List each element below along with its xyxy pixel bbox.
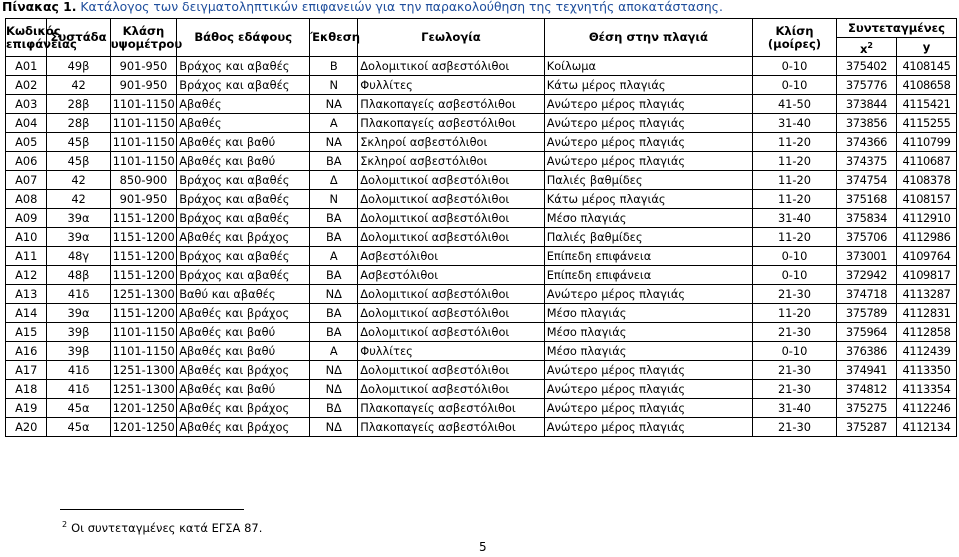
cell-cluster: 39α bbox=[47, 304, 110, 323]
cell-geology: Πλακοπαγείς ασβεστόλιθοι bbox=[358, 95, 544, 114]
cell-code: A12 bbox=[6, 266, 47, 285]
cell-code: A08 bbox=[6, 190, 47, 209]
cell-slope: 0-10 bbox=[753, 266, 837, 285]
cell-slope-position: Ανώτερο μέρος πλαγιάς bbox=[544, 114, 752, 133]
cell-code: A10 bbox=[6, 228, 47, 247]
cell-exposure: Α bbox=[310, 342, 358, 361]
cell-slope: 0-10 bbox=[753, 76, 837, 95]
cell-y: 4115421 bbox=[896, 95, 956, 114]
header-slope: Κλίση (μοίρες) bbox=[753, 19, 837, 57]
cell-altitude: 1201-1250 bbox=[110, 418, 177, 437]
cell-exposure: Β bbox=[310, 57, 358, 76]
cell-cluster: 48γ bbox=[47, 247, 110, 266]
cell-slope: 21-30 bbox=[753, 285, 837, 304]
cell-geology: Δολομιτικοί ασβεστόλιθοι bbox=[358, 304, 544, 323]
cell-x: 373856 bbox=[836, 114, 896, 133]
cell-slope-position: Μέσο πλαγιάς bbox=[544, 304, 752, 323]
cell-y: 4113354 bbox=[896, 380, 956, 399]
cell-code: A19 bbox=[6, 399, 47, 418]
table-row bbox=[6, 266, 957, 285]
cell-cluster: 45α bbox=[47, 418, 110, 437]
table-row bbox=[6, 171, 957, 190]
cell-cluster: 39α bbox=[47, 209, 110, 228]
cell-geology: Δολομιτικοί ασβεστόλιθοι bbox=[358, 190, 544, 209]
cell-exposure: Α bbox=[310, 247, 358, 266]
cell-cluster: 28β bbox=[47, 95, 110, 114]
table-row bbox=[6, 418, 957, 437]
header-cluster: Συστάδα bbox=[47, 19, 110, 57]
cell-geology: Δολομιτικοί ασβεστόλιθοι bbox=[358, 380, 544, 399]
cell-y: 4112910 bbox=[896, 209, 956, 228]
cell-x: 374718 bbox=[836, 285, 896, 304]
cell-altitude: 1151-1200 bbox=[110, 266, 177, 285]
cell-x: 374812 bbox=[836, 380, 896, 399]
cell-slope: 11-20 bbox=[753, 228, 837, 247]
cell-geology: Δολομιτικοί ασβεστόλιθοι bbox=[358, 361, 544, 380]
table-row bbox=[6, 247, 957, 266]
cell-altitude: 1251-1300 bbox=[110, 361, 177, 380]
cell-y: 4112831 bbox=[896, 304, 956, 323]
table-row bbox=[6, 152, 957, 171]
cell-exposure: Ν bbox=[310, 190, 358, 209]
table-row bbox=[6, 190, 957, 209]
cell-soil-depth: Αβαθές και βαθύ bbox=[177, 380, 310, 399]
cell-altitude: 1251-1300 bbox=[110, 380, 177, 399]
cell-altitude: 1151-1200 bbox=[110, 247, 177, 266]
footnote-text: Οι συντεταγμένες κατά ΕΓΣΑ 87. bbox=[71, 521, 263, 535]
header-coordinates: Συντεταγμένες bbox=[836, 19, 956, 38]
footnote bbox=[62, 520, 262, 535]
cell-exposure: ΝΔ bbox=[310, 380, 358, 399]
cell-x: 372942 bbox=[836, 266, 896, 285]
cell-slope-position: Παλιές βαθμίδες bbox=[544, 171, 752, 190]
cell-soil-depth: Αβαθές bbox=[177, 95, 310, 114]
cell-altitude: 1201-1250 bbox=[110, 399, 177, 418]
cell-code: A01 bbox=[6, 57, 47, 76]
cell-cluster: 42 bbox=[47, 171, 110, 190]
cell-altitude: 1251-1300 bbox=[110, 285, 177, 304]
table-row bbox=[6, 114, 957, 133]
cell-cluster: 48β bbox=[47, 266, 110, 285]
cell-slope-position: Μέσο πλαγιάς bbox=[544, 209, 752, 228]
cell-x: 375964 bbox=[836, 323, 896, 342]
cell-altitude: 901-950 bbox=[110, 76, 177, 95]
table-row bbox=[6, 361, 957, 380]
header-exposure: Έκθεση bbox=[310, 19, 358, 57]
cell-x: 374941 bbox=[836, 361, 896, 380]
table-row bbox=[6, 285, 957, 304]
cell-soil-depth: Αβαθές και βαθύ bbox=[177, 133, 310, 152]
cell-cluster: 41δ bbox=[47, 380, 110, 399]
cell-y: 4113350 bbox=[896, 361, 956, 380]
cell-code: A03 bbox=[6, 95, 47, 114]
cell-code: A06 bbox=[6, 152, 47, 171]
cell-slope-position: Μέσο πλαγιάς bbox=[544, 323, 752, 342]
cell-geology: Δολομιτικοί ασβεστόλιθοι bbox=[358, 285, 544, 304]
cell-soil-depth: Αβαθές και βράχος bbox=[177, 304, 310, 323]
cell-y: 4115255 bbox=[896, 114, 956, 133]
cell-x: 374366 bbox=[836, 133, 896, 152]
cell-slope-position: Κάτω μέρος πλαγιάς bbox=[544, 190, 752, 209]
cell-slope-position: Ανώτερο μέρος πλαγιάς bbox=[544, 95, 752, 114]
header-code: Κωδικός επιφάνειας bbox=[6, 19, 47, 57]
cell-geology: Σκληροί ασβεστόλιθοι bbox=[358, 133, 544, 152]
header-x bbox=[836, 38, 896, 57]
cell-slope-position: Ανώτερο μέρος πλαγιάς bbox=[544, 285, 752, 304]
cell-y: 4113287 bbox=[896, 285, 956, 304]
cell-code: A16 bbox=[6, 342, 47, 361]
table-row bbox=[6, 209, 957, 228]
table-row bbox=[6, 133, 957, 152]
cell-code: A18 bbox=[6, 380, 47, 399]
table-row bbox=[6, 380, 957, 399]
cell-slope: 21-30 bbox=[753, 323, 837, 342]
cell-geology: Δολομιτικοί ασβεστόλιθοι bbox=[358, 57, 544, 76]
cell-cluster: 41δ bbox=[47, 361, 110, 380]
cell-slope-position: Ανώτερο μέρος πλαγιάς bbox=[544, 399, 752, 418]
caption-label: Πίνακας 1. bbox=[2, 0, 77, 14]
cell-altitude: 901-950 bbox=[110, 190, 177, 209]
cell-soil-depth: Βαθύ και αβαθές bbox=[177, 285, 310, 304]
cell-geology: Δολομιτικοί ασβεστόλιθοι bbox=[358, 323, 544, 342]
table-row bbox=[6, 323, 957, 342]
cell-altitude: 1151-1200 bbox=[110, 228, 177, 247]
caption-text: Κατάλογος των δειγματοληπτικών επιφανειών για την παρακολούθηση της τεχνητής αποκατάστασης. bbox=[80, 0, 723, 14]
cell-exposure: ΝΔ bbox=[310, 418, 358, 437]
cell-soil-depth: Βράχος και αβαθές bbox=[177, 209, 310, 228]
cell-slope: 41-50 bbox=[753, 95, 837, 114]
header-slope-position: Θέση στην πλαγιά bbox=[544, 19, 752, 57]
cell-slope-position: Ανώτερο μέρος πλαγιάς bbox=[544, 361, 752, 380]
cell-geology: Πλακοπαγείς ασβεστόλιθοι bbox=[358, 114, 544, 133]
cell-altitude: 1101-1150 bbox=[110, 133, 177, 152]
cell-soil-depth: Αβαθές και βράχος bbox=[177, 399, 310, 418]
cell-x: 374754 bbox=[836, 171, 896, 190]
cell-slope: 11-20 bbox=[753, 171, 837, 190]
header-y: y bbox=[896, 38, 956, 57]
cell-slope-position: Επίπεδη επιφάνεια bbox=[544, 247, 752, 266]
cell-x: 375834 bbox=[836, 209, 896, 228]
cell-cluster: 45β bbox=[47, 152, 110, 171]
header-x-label: x bbox=[859, 41, 868, 56]
table-caption bbox=[2, 0, 723, 14]
cell-geology: Πλακοπαγείς ασβεστόλιθοι bbox=[358, 399, 544, 418]
cell-slope-position: Ανώτερο μέρος πλαγιάς bbox=[544, 133, 752, 152]
cell-code: A15 bbox=[6, 323, 47, 342]
cell-y: 4109817 bbox=[896, 266, 956, 285]
cell-code: A13 bbox=[6, 285, 47, 304]
cell-code: A04 bbox=[6, 114, 47, 133]
cell-code: A02 bbox=[6, 76, 47, 95]
table-row bbox=[6, 76, 957, 95]
table-row bbox=[6, 95, 957, 114]
cell-altitude: 1101-1150 bbox=[110, 323, 177, 342]
cell-geology: Δολομιτικοί ασβεστόλιθοι bbox=[358, 171, 544, 190]
cell-cluster: 39β bbox=[47, 342, 110, 361]
cell-geology: Ασβεστόλιθοι bbox=[358, 247, 544, 266]
header-geology: Γεωλογία bbox=[358, 19, 544, 57]
cell-exposure: ΒΑ bbox=[310, 209, 358, 228]
cell-code: A05 bbox=[6, 133, 47, 152]
cell-exposure: ΝΑ bbox=[310, 133, 358, 152]
header-altitude: Κλάση υψομέτρου bbox=[110, 19, 177, 57]
cell-slope: 11-20 bbox=[753, 190, 837, 209]
cell-exposure: ΝΑ bbox=[310, 95, 358, 114]
cell-exposure: Δ bbox=[310, 171, 358, 190]
cell-altitude: 1151-1200 bbox=[110, 304, 177, 323]
cell-altitude: 850-900 bbox=[110, 171, 177, 190]
cell-y: 4109764 bbox=[896, 247, 956, 266]
cell-exposure: ΒΑ bbox=[310, 152, 358, 171]
cell-soil-depth: Αβαθές και βαθύ bbox=[177, 342, 310, 361]
cell-x: 373844 bbox=[836, 95, 896, 114]
cell-y: 4108378 bbox=[896, 171, 956, 190]
cell-cluster: 39α bbox=[47, 228, 110, 247]
cell-soil-depth: Αβαθές και βράχος bbox=[177, 361, 310, 380]
cell-x: 376386 bbox=[836, 342, 896, 361]
cell-y: 4112439 bbox=[896, 342, 956, 361]
footnote-marker: 2 bbox=[62, 520, 68, 529]
cell-exposure: ΝΔ bbox=[310, 361, 358, 380]
cell-soil-depth: Αβαθές και βαθύ bbox=[177, 323, 310, 342]
cell-x: 375402 bbox=[836, 57, 896, 76]
cell-x: 373001 bbox=[836, 247, 896, 266]
table-row bbox=[6, 57, 957, 76]
cell-x: 375168 bbox=[836, 190, 896, 209]
cell-exposure: Ν bbox=[310, 76, 358, 95]
table-row bbox=[6, 304, 957, 323]
cell-slope-position: Ανώτερο μέρος πλαγιάς bbox=[544, 418, 752, 437]
cell-cluster: 42 bbox=[47, 76, 110, 95]
cell-slope-position: Κάτω μέρος πλαγιάς bbox=[544, 76, 752, 95]
cell-slope: 0-10 bbox=[753, 57, 837, 76]
cell-slope: 21-30 bbox=[753, 418, 837, 437]
cell-x: 374375 bbox=[836, 152, 896, 171]
table-row bbox=[6, 342, 957, 361]
cell-exposure: Α bbox=[310, 114, 358, 133]
cell-soil-depth: Αβαθές και βράχος bbox=[177, 228, 310, 247]
cell-cluster: 42 bbox=[47, 190, 110, 209]
cell-slope-position: Κοίλωμα bbox=[544, 57, 752, 76]
cell-altitude: 901-950 bbox=[110, 57, 177, 76]
table-row bbox=[6, 228, 957, 247]
cell-slope: 21-30 bbox=[753, 361, 837, 380]
cell-slope: 11-20 bbox=[753, 304, 837, 323]
cell-soil-depth: Αβαθές και βαθύ bbox=[177, 152, 310, 171]
cell-soil-depth: Βράχος και αβαθές bbox=[177, 76, 310, 95]
cell-slope-position: Μέσο πλαγιάς bbox=[544, 342, 752, 361]
cell-code: A20 bbox=[6, 418, 47, 437]
cell-slope-position: Ανώτερο μέρος πλαγιάς bbox=[544, 380, 752, 399]
cell-y: 4108157 bbox=[896, 190, 956, 209]
cell-slope: 21-30 bbox=[753, 380, 837, 399]
cell-altitude: 1101-1150 bbox=[110, 95, 177, 114]
cell-geology: Ασβεστόλιθοι bbox=[358, 266, 544, 285]
cell-geology: Πλακοπαγείς ασβεστόλιθοι bbox=[358, 418, 544, 437]
cell-y: 4110799 bbox=[896, 133, 956, 152]
cell-slope-position: Ανώτερο μέρος πλαγιάς bbox=[544, 152, 752, 171]
cell-cluster: 49β bbox=[47, 57, 110, 76]
cell-x: 375706 bbox=[836, 228, 896, 247]
cell-altitude: 1101-1150 bbox=[110, 152, 177, 171]
cell-slope: 31-40 bbox=[753, 209, 837, 228]
header-x-footnote-marker: 2 bbox=[867, 40, 873, 50]
cell-cluster: 45β bbox=[47, 133, 110, 152]
cell-geology: Σκληροί ασβεστόλιθοι bbox=[358, 152, 544, 171]
cell-soil-depth: Αβαθές bbox=[177, 114, 310, 133]
cell-slope: 0-10 bbox=[753, 247, 837, 266]
cell-soil-depth: Αβαθές και βράχος bbox=[177, 418, 310, 437]
cell-code: A07 bbox=[6, 171, 47, 190]
cell-altitude: 1151-1200 bbox=[110, 209, 177, 228]
cell-geology: Δολομιτικοί ασβεστόλιθοι bbox=[358, 228, 544, 247]
cell-geology: Φυλλίτες bbox=[358, 342, 544, 361]
cell-code: A11 bbox=[6, 247, 47, 266]
cell-soil-depth: Βράχος και αβαθές bbox=[177, 190, 310, 209]
cell-soil-depth: Βράχος και αβαθές bbox=[177, 266, 310, 285]
cell-x: 375776 bbox=[836, 76, 896, 95]
cell-geology: Δολομιτικοί ασβεστόλιθοι bbox=[358, 209, 544, 228]
page-number: 5 bbox=[479, 540, 487, 554]
cell-x: 375275 bbox=[836, 399, 896, 418]
cell-cluster: 41δ bbox=[47, 285, 110, 304]
cell-altitude: 1101-1150 bbox=[110, 114, 177, 133]
cell-exposure: ΒΑ bbox=[310, 266, 358, 285]
cell-soil-depth: Βράχος και αβαθές bbox=[177, 247, 310, 266]
cell-y: 4110687 bbox=[896, 152, 956, 171]
cell-y: 4112246 bbox=[896, 399, 956, 418]
cell-code: A09 bbox=[6, 209, 47, 228]
cell-cluster: 39β bbox=[47, 323, 110, 342]
cell-cluster: 28β bbox=[47, 114, 110, 133]
cell-slope: 31-40 bbox=[753, 114, 837, 133]
cell-y: 4112858 bbox=[896, 323, 956, 342]
cell-exposure: ΒΑ bbox=[310, 304, 358, 323]
cell-y: 4112134 bbox=[896, 418, 956, 437]
sample-plots-table bbox=[5, 18, 957, 437]
cell-code: A17 bbox=[6, 361, 47, 380]
cell-exposure: ΝΔ bbox=[310, 285, 358, 304]
cell-x: 375789 bbox=[836, 304, 896, 323]
cell-exposure: ΒΑ bbox=[310, 323, 358, 342]
cell-exposure: ΒΔ bbox=[310, 399, 358, 418]
cell-y: 4108658 bbox=[896, 76, 956, 95]
cell-altitude: 1101-1150 bbox=[110, 342, 177, 361]
cell-soil-depth: Βράχος και αβαθές bbox=[177, 171, 310, 190]
cell-slope-position: Παλιές βαθμίδες bbox=[544, 228, 752, 247]
cell-cluster: 45α bbox=[47, 399, 110, 418]
table-body bbox=[6, 57, 957, 437]
cell-slope: 11-20 bbox=[753, 152, 837, 171]
cell-slope: 11-20 bbox=[753, 133, 837, 152]
cell-slope: 0-10 bbox=[753, 342, 837, 361]
footnote-divider bbox=[60, 509, 244, 510]
cell-slope: 31-40 bbox=[753, 399, 837, 418]
table-row bbox=[6, 399, 957, 418]
cell-slope-position: Επίπεδη επιφάνεια bbox=[544, 266, 752, 285]
cell-x: 375287 bbox=[836, 418, 896, 437]
cell-y: 4108145 bbox=[896, 57, 956, 76]
cell-soil-depth: Βράχος και αβαθές bbox=[177, 57, 310, 76]
cell-geology: Φυλλίτες bbox=[358, 76, 544, 95]
header-soil-depth: Βάθος εδάφους bbox=[177, 19, 310, 57]
cell-y: 4112986 bbox=[896, 228, 956, 247]
cell-code: A14 bbox=[6, 304, 47, 323]
cell-exposure: ΒΑ bbox=[310, 228, 358, 247]
